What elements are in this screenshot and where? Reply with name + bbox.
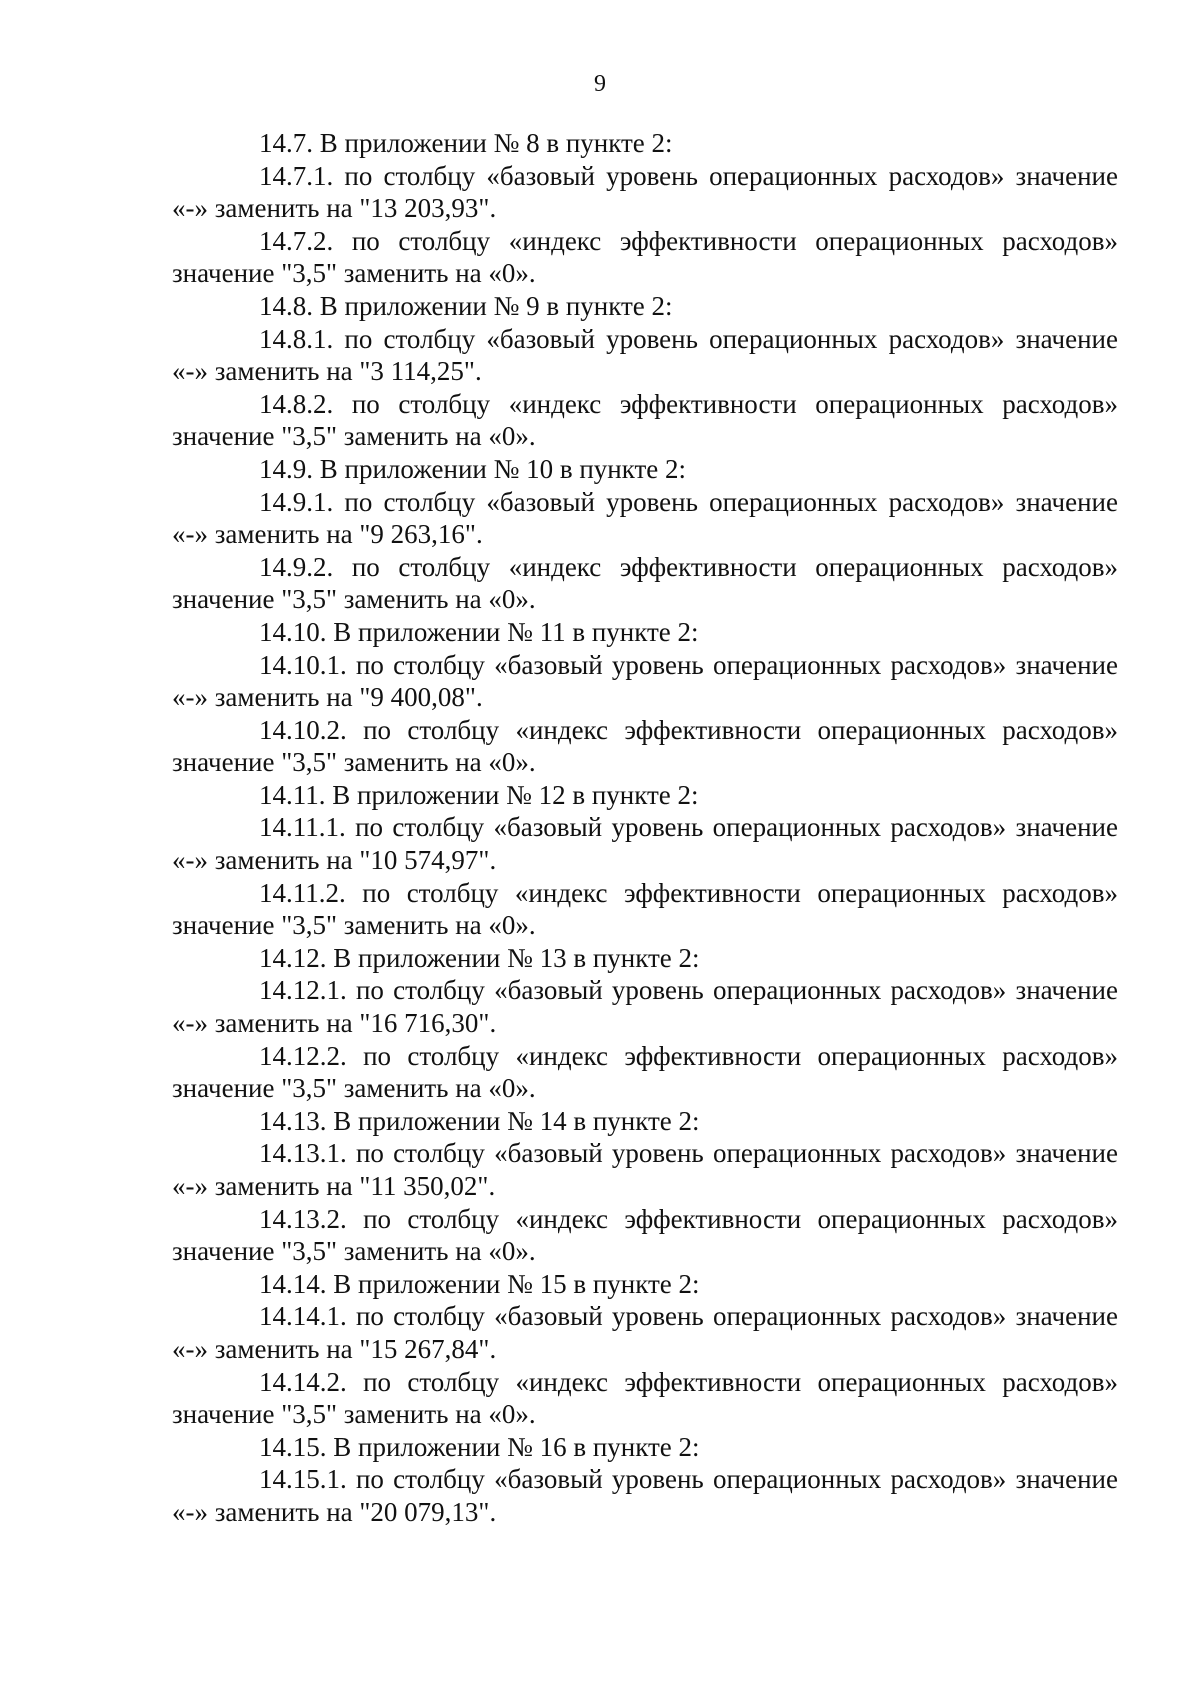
paragraph-14-14-2: 14.14.2. по столбцу «индекс эффективности операционных расходов» значение "3,5" заменить на «0».	[172, 1366, 1118, 1430]
paragraph-14-9: 14.9. В приложении № 10 в пункте 2:	[259, 453, 687, 484]
paragraph-14-13-1: 14.13.1. по столбцу «базовый уровень операционных расходов» значение «-» заменить на "11 350,02".	[172, 1138, 1118, 1201]
paragraph-14-14-1: 14.14.1. по столбцу «базовый уровень операционных расходов» значение «-» заменить на "15 267,84".	[172, 1301, 1118, 1364]
paragraph-14-10: 14.10. В приложении № 11 в пункте 2:	[259, 616, 699, 647]
paragraph-14-11: 14.11. В приложении № 12 в пункте 2:	[259, 779, 699, 810]
paragraph-14-9-2: 14.9.2. по столбцу «индекс эффективности операционных расходов» значение "3,5" заменить на «0».	[172, 551, 1118, 615]
paragraph-14-10-1: 14.10.1. по столбцу «базовый уровень операционных расходов» значение «-» заменить на "9 400,08".	[172, 649, 1118, 713]
paragraph-14-8-2: 14.8.2. по столбцу «индекс эффективности операционных расходов» значение "3,5" заменить на «0».	[172, 388, 1118, 452]
paragraph-14-15: 14.15. В приложении № 16 в пункте 2:	[259, 1431, 700, 1462]
document-body	[172, 127, 1118, 1529]
paragraph-14-13-2: 14.13.2. по столбцу «индекс эффективности операционных расходов» значение "3,5" заменить на «0».	[172, 1203, 1118, 1267]
paragraph-14-13: 14.13. В приложении № 14 в пункте 2:	[259, 1105, 700, 1136]
paragraph-14-12: 14.12. В приложении № 13 в пункте 2:	[259, 942, 700, 973]
paragraph-14-11-1: 14.11.1. по столбцу «базовый уровень операционных расходов» значение «-» заменить на "10 574,97".	[172, 812, 1118, 876]
paragraph-14-7-1: 14.7.1. по столбцу «базовый уровень операционных расходов» значение «-» заменить на "13 203,93".	[172, 160, 1118, 224]
page-number: 9	[594, 71, 606, 97]
paragraph-14-10-2: 14.10.2. по столбцу «индекс эффективности операционных расходов» значение "3,5" заменить на «0».	[172, 714, 1118, 778]
paragraph-14-9-1: 14.9.1. по столбцу «базовый уровень операционных расходов» значение «-» заменить на "9 263,16".	[172, 486, 1118, 550]
paragraph-14-12-1: 14.12.1. по столбцу «базовый уровень операционных расходов» значение «-» заменить на "16 716,30".	[172, 975, 1118, 1039]
paragraph-14-8: 14.8. В приложении № 9 в пункте 2:	[259, 290, 673, 321]
paragraph-14-7-2: 14.7.2. по столбцу «индекс эффективности операционных расходов» значение "3,5" заменить на «0».	[172, 225, 1118, 289]
paragraph-14-11-2: 14.11.2. по столбцу «индекс эффективности операционных расходов» значение "3,5" заменить на «0».	[172, 877, 1118, 941]
paragraph-14-12-2: 14.12.2. по столбцу «индекс эффективности операционных расходов» значение "3,5" заменить на «0».	[172, 1040, 1118, 1104]
paragraph-14-14: 14.14. В приложении № 15 в пункте 2:	[259, 1268, 700, 1299]
paragraph-14-7: 14.7. В приложении № 8 в пункте 2:	[259, 128, 673, 158]
paragraph-14-15-1: 14.15.1. по столбцу «базовый уровень операционных расходов» значение «-» заменить на "20 079,13".	[172, 1464, 1118, 1527]
paragraph-14-8-1: 14.8.1. по столбцу «базовый уровень операционных расходов» значение «-» заменить на "3 114,25".	[172, 323, 1118, 387]
